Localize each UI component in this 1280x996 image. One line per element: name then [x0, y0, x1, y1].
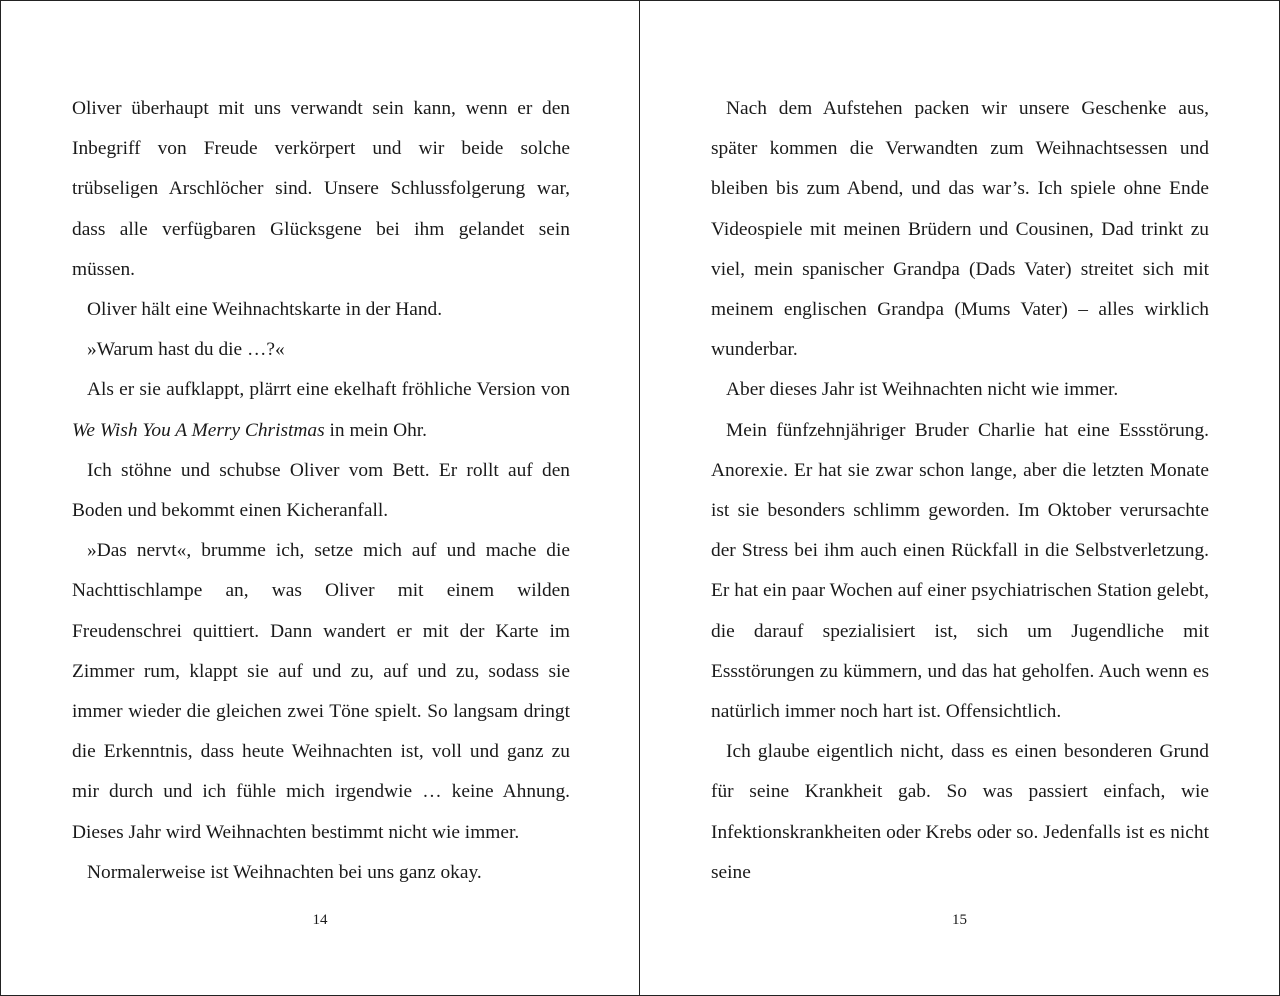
paragraph: Aber dieses Jahr ist Weihnachten nicht wie immer. [726, 379, 1119, 401]
paragraph: Oliver hält eine Weihnachtskarte in der Hand. [87, 299, 443, 321]
page-number: 14 [312, 912, 328, 928]
song-title: We Wish You A Merry Christmas [72, 419, 325, 441]
paragraph [72, 370, 570, 450]
paragraph-text: Als er sie aufklappt, plärrt eine ekelhaft fröhliche Version von [87, 379, 570, 401]
left-page [1, 1, 640, 995]
paragraph: »Warum hast du die …?« [87, 339, 285, 361]
right-page [640, 1, 1279, 995]
paragraph: Mein fünfzehnjähriger Bruder Charlie hat eine Essstörung. Anorexie. Er hat sie zwar schon lange, aber die letzten Monate ist sie besonders schlimm geworden. Im Oktober verursachte der Stress bei ihm auch einen Rückfall in die Selbstverletzung. Er hat ein paar Wochen auf einer psychiatrischen Station gelebt, die darauf spezialisiert ist, sich um Jugendliche mit Essstörungen zu kümmern, und das hat geholfen. Auch wenn es natürlich immer noch hart ist. Offensichtlich. [711, 419, 1209, 723]
paragraph: Ich glaube eigentlich nicht, dass es einen besonderen Grund für seine Krankheit gab. So was passiert einfach, wie Infektionskrankheiten oder Krebs oder so. Jedenfalls ist es nicht seine [711, 741, 1209, 883]
paragraph: Oliver überhaupt mit uns verwandt sein kann, wenn er den Inbegriff von Freude verkörpert und wir beide solche trübseligen Arschlöcher sind. Unsere Schlussfolgerung war, dass alle verfügbaren Glücksgene bei ihm gelandet sein müssen. [72, 98, 570, 280]
paragraph: Nach dem Aufstehen packen wir unsere Geschenke aus, später kommen die Verwandten zum Weihnachtsessen und bleiben bis zum Abend, und das war’s. Ich spiele ohne Ende Videospiele mit meinen Brüdern und Cousinen, Dad trinkt zu viel, mein spanischer Grandpa (Dads Vater) streitet sich mit meinem englischen Grandpa (Mums Vater) – alles wirklich wunderbar. [711, 98, 1209, 361]
paragraph: Normalerweise ist Weihnachten bei uns ganz okay. [87, 861, 482, 883]
right-page-text [711, 89, 1209, 893]
paragraph: Ich stöhne und schubse Oliver vom Bett. Er rollt auf den Boden und bekommt einen Kicheranfall. [72, 459, 570, 522]
page-number: 15 [952, 912, 967, 928]
paragraph: »Das nervt«, brumme ich, setze mich auf und mache die Nachttischlampe an, was Oliver mit einem wilden Freudenschrei quittiert. Dann wandert er mit der Karte im Zimmer rum, klappt sie auf und zu, auf und zu, sodass sie immer wieder die gleichen zwei Töne spielt. So langsam dringt die Erkenntnis, dass heute Weihnachten ist, voll und ganz zu mir durch und ich fühle mich irgendwie … keine Ahnung. Dieses Jahr wird Weihnachten bestimmt nicht wie immer. [72, 540, 570, 843]
left-page-text [72, 89, 570, 893]
paragraph-text: in mein Ohr. [324, 419, 428, 441]
